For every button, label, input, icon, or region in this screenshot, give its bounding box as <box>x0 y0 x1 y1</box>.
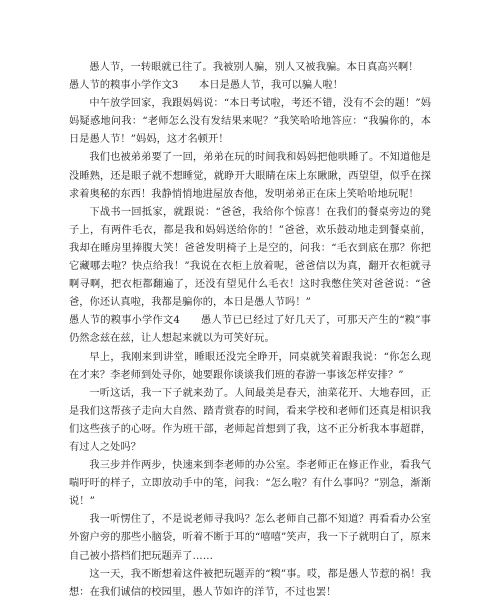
paragraph: 下战书一回抵家，就跟说：“爸爸，我给你个惊喜！在我们的餐桌旁边的凳子上，有两件毛衣，都是我和妈妈送给你的！”爸爸，欢乐鼓动地走到餐桌前，我却在睡房里捧腹大笑！爸爸发明椅子上是空的，问我：“毛衣到底在那？你把它藏哪去啦？快点给我！”我说在衣柜上放着呢，爸爸信以为真，翻开衣柜就寻啊寻啊，把衣柜都翻遍了，还没有望见什么毛衣！这时我憋住笑对爸爸说：“爸爸，你还认真啦，我都是骗你的，本日是愚人节吗！” <box>69 206 431 309</box>
document-body <box>69 59 431 602</box>
paragraph: 我三步并作两步，快速来到李老师的办公室。李老师正在修正作业，看我气喘吁吁的样子，立即放动手中的笔，问我：“怎么啦？有什么事吗？”别急，渐渐说！” <box>69 460 431 508</box>
paragraph: 我一听愣住了，不是说老师寻我吗？怎么老师自己都不知道？再看看办公室外窗户旁的那些小脑袋，听着不断于耳的“嘻嘻”笑声，我一下子就明白了，原来自己被小搭档们把玩题弄了…… <box>69 514 431 562</box>
paragraph: 这一天，我不断想着这件被把玩题弄的“糗”事。哎，都是愚人节惹的祸！我想：在我们诚信的校园里，愚人节如许的洋节，不过也罢！ <box>69 568 431 598</box>
paragraph: 我们也被弟弟要了一回，弟弟在玩的时间我和妈妈把他哄睡了。不知道他是没睡熟，还是眼子就不想睡觉，就睁开大眼睛在床上东瞅瞅，西望望，似乎在探求着奥秘的东西！我静悄悄地进屋放杏他，发明弟弟正在床上笑哈哈地玩呢！ <box>69 152 431 200</box>
essay-heading-paragraph: 愚人节的糗事小学作文3 本日是愚人节，我可以骗人啦！ <box>69 80 344 92</box>
essay-heading-paragraph: 愚人节的糗事小学作文4 愚人节已已经过了好几天了，可那天产生的“糗”事仍然念兹在兹，让人想起来就以为可笑好玩。 <box>69 315 431 345</box>
paragraph: 一听这话，我一下子就来劲了。人间最美是春天，油菜花开、大地春回，正是我们这帮孩子走向大自然、踏青赏春的时间，看来学校和老师们还真是相识我们这些孩子的心呀。作为班干部，老师起首想到了我，这不正分析我本事超群，有过人之处吗？ <box>69 387 431 453</box>
paragraph: 早上，我刚来到讲堂，睡眼还没完全睁开，同桌就笑着跟我说：“你怎么现在才来？李老师到处寻你，她要跟你谈谈我们班的春游一事该怎样安排？” <box>69 351 431 381</box>
paragraph: 中午放学回家，我跟妈妈说：“本日考试啦，考还不错，没有不会的题！”妈妈疑惑地问我：“老师怎么没有发结果来呢？”我笑哈哈地答应：“我骗你的，本日是愚人节！”妈妈，这才名顿开！ <box>69 98 431 146</box>
paragraph: 愚人节，一转眼就已往了。我被别人骗，别人又被我骗。本日真高兴啊！ <box>89 62 419 73</box>
